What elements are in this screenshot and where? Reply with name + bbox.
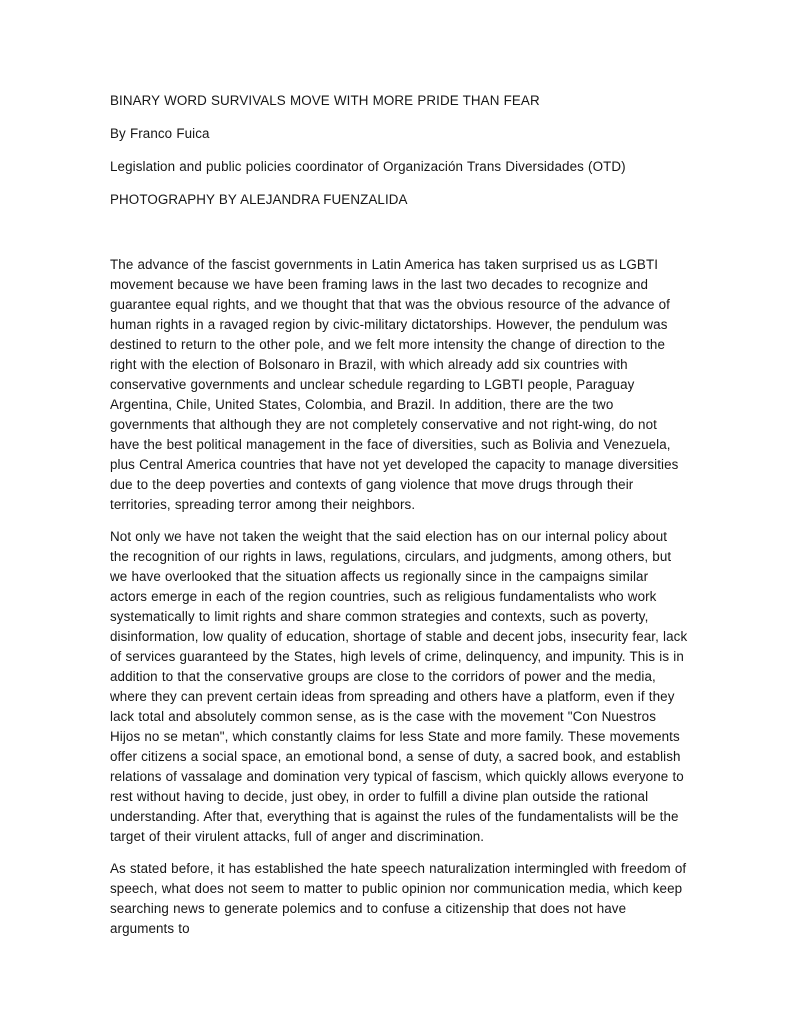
document-title: BINARY WORD SURVIVALS MOVE WITH MORE PRIDE THAN FEAR [110, 93, 540, 108]
document-content [110, 91, 688, 951]
author-role: Legislation and public policies coordinator of Organización Trans Diversidades (OTD) [110, 159, 626, 174]
paragraph-1: The advance of the fascist governments in Latin America has taken surprised us as LGBTI movement because we have been framing laws in the last two decades to recognize and guarantee equal rights, and we thought that that was the obvious resource of the advance of human rights in a ravaged region by civic-military dictatorships. However, the pendulum was destined to return to the other pole, and we felt more intensity the change of direction to the right with the election of Bolsonaro in Brazil, with which already add six countries with conservative governments and unclear schedule regarding to LGBTI people, Paraguay Argentina, Chile, United States, Colombia, and Brazil. In addition, there are the two governments that although they are not completely conservative and not right-wing, do not have the best political management in the face of diversities, such as Bolivia and Venezuela, plus Central America countries that have not yet developed the capacity to manage diversities due to the deep poverties and contexts of gang violence that move drugs through their territories, spreading terror among their neighbors. [110, 257, 679, 512]
paragraph-2: Not only we have not taken the weight that the said election has on our internal policy about the recognition of our rights in laws, regulations, circulars, and judgments, among others, but we have overlooked that the situation affects us regionally since in the campaigns similar actors emerge in each of the region countries, such as religious fundamentalists who work systematically to limit rights and share common strategies and contexts, such as poverty, disinformation, low quality of education, shortage of stable and decent jobs, insecurity fear, lack of services guaranteed by the States, high levels of crime, delinquency, and impunity. This is in addition to that the conservative groups are close to the corridors of power and the media, where they can prevent certain ideas from spreading and others have a platform, even if they lack total and absolutely common sense, as is the case with the movement "Con Nuestros Hijos no se metan", which constantly claims for less State and more family. These movements offer citizens a social space, an emotional bond, a sense of duty, a sacred book, and establish relations of vassalage and domination very typical of fascism, which quickly allows everyone to rest without having to decide, just obey, in order to fulfill a divine plan outside the rational understanding. After that, everything that is against the rules of the fundamentalists will be the target of their virulent attacks, full of anger and discrimination. [110, 529, 688, 844]
photo-credit: PHOTOGRAPHY BY ALEJANDRA FUENZALIDA [110, 192, 408, 207]
paragraph-3: As stated before, it has established the hate speech naturalization intermingled with freedom of speech, what does not seem to matter to public opinion nor communication media, which keep searching news to generate polemics and to confuse a citizenship that does not have arguments to [110, 861, 687, 936]
byline: By Franco Fuica [110, 126, 210, 141]
